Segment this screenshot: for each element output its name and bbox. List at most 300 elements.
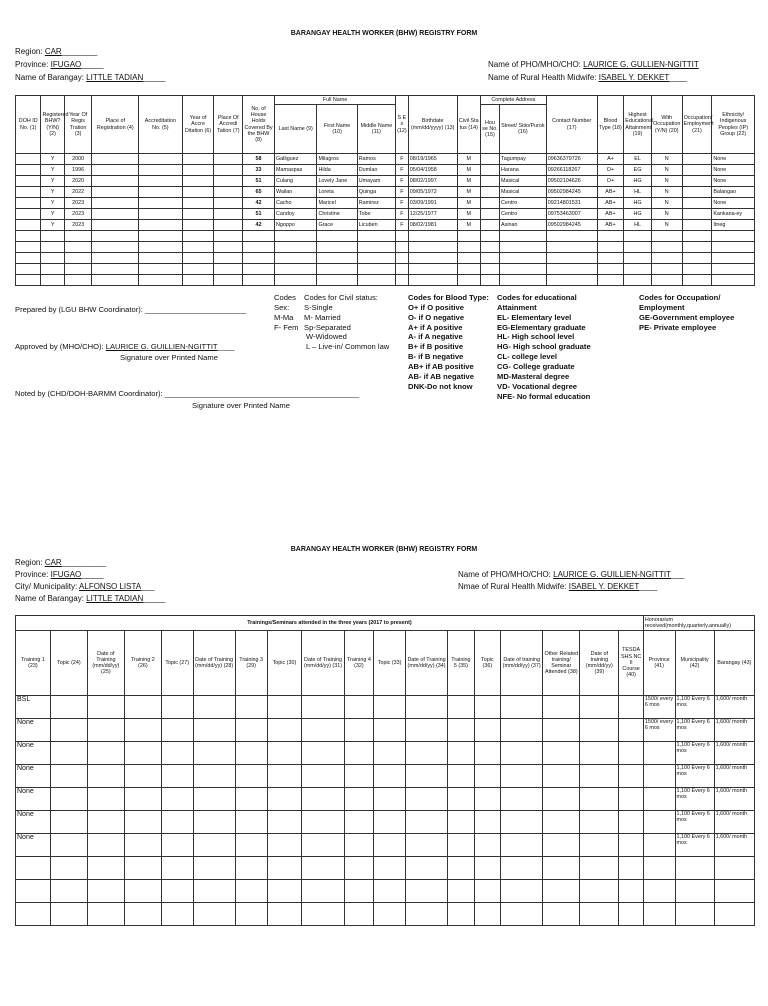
table-cell <box>580 696 619 719</box>
table-cell <box>317 264 357 275</box>
table-cell <box>182 198 214 209</box>
table-cell <box>682 187 712 198</box>
table-cell <box>317 253 357 264</box>
table-cell <box>124 719 161 742</box>
table-cell <box>161 834 193 857</box>
table-cell <box>712 231 755 242</box>
table-cell: 1,600/ month <box>714 719 754 742</box>
table-cell: O+ <box>597 176 624 187</box>
table-cell: None <box>712 176 755 187</box>
table-cell: Wailan <box>274 187 316 198</box>
table-cell: Galliguez <box>274 154 316 165</box>
table-cell <box>619 719 643 742</box>
column-header: First Name (10) <box>317 105 357 154</box>
table-cell <box>480 187 499 198</box>
column-header: Blood Type (18) <box>597 96 624 154</box>
table-cell <box>50 719 87 742</box>
table-cell: Ramos <box>357 154 395 165</box>
table-cell <box>714 880 754 903</box>
table-cell: None <box>16 742 51 765</box>
table-cell: HG <box>624 176 652 187</box>
table-cell <box>474 788 500 811</box>
table-cell <box>580 765 619 788</box>
table-cell <box>235 880 267 903</box>
table-cell <box>408 264 457 275</box>
table-cell <box>374 880 406 903</box>
table-cell: Tagumpay <box>500 154 547 165</box>
table-cell <box>243 253 275 264</box>
table-cell <box>501 834 543 857</box>
table-cell <box>500 231 547 242</box>
table-cell: 08/02/1981 <box>408 220 457 231</box>
form2-city: City/ Municipality: ALFONSO LISTA___ <box>15 582 155 591</box>
table-cell <box>480 231 499 242</box>
column-header: Date of training (mm/dd/yy) (39) <box>580 631 619 696</box>
table-cell: 58 <box>243 154 275 165</box>
table-cell <box>357 264 395 275</box>
column-header: Contact Number (17) <box>546 96 597 154</box>
table-cell <box>92 187 139 198</box>
table-cell: Y <box>41 187 64 198</box>
table-cell <box>193 857 235 880</box>
table-cell <box>92 231 139 242</box>
column-header: TESDA SHS NC II Course (40) <box>619 631 643 696</box>
table-cell <box>214 165 243 176</box>
table-cell <box>235 788 267 811</box>
table-cell: Asinan <box>500 220 547 231</box>
table-cell <box>92 242 139 253</box>
table-cell: Y <box>41 154 64 165</box>
table-cell <box>92 198 139 209</box>
table-cell <box>619 742 643 765</box>
table-cell <box>139 275 183 286</box>
table-cell <box>501 857 543 880</box>
table-cell: F <box>396 165 409 176</box>
table-cell <box>193 696 235 719</box>
table-cell: Kankana-ey <box>712 209 755 220</box>
table-row <box>16 903 755 926</box>
table-cell <box>139 187 183 198</box>
table-cell <box>193 742 235 765</box>
table-cell <box>675 903 714 926</box>
table-cell <box>182 220 214 231</box>
table-cell: M <box>457 176 480 187</box>
table-cell <box>193 719 235 742</box>
table-cell: A+ <box>597 154 624 165</box>
table-cell <box>139 220 183 231</box>
table-cell <box>139 198 183 209</box>
table-cell: Quinga <box>357 187 395 198</box>
table-cell <box>396 264 409 275</box>
table-cell: 1,100 Every 6 mos <box>675 765 714 788</box>
column-header: Municipality (42) <box>675 631 714 696</box>
table-cell: 2023 <box>64 220 92 231</box>
table-cell <box>193 765 235 788</box>
table-cell: F <box>396 209 409 220</box>
table-row <box>16 220 755 231</box>
table-cell <box>235 742 267 765</box>
table-cell: M <box>457 165 480 176</box>
table-cell <box>235 903 267 926</box>
table-cell <box>448 857 474 880</box>
trainings-table <box>15 615 755 926</box>
form2-province: Province: IFUGAO_____ <box>15 570 104 579</box>
table-cell <box>267 788 302 811</box>
table-cell <box>16 154 41 165</box>
table-cell: M <box>457 154 480 165</box>
table-cell <box>651 242 682 253</box>
table-cell <box>651 253 682 264</box>
noted-by: Noted by (CHD/DOH-BARMM Coordinator): ______________________________________________ <box>15 389 360 398</box>
table-cell <box>87 765 124 788</box>
table-cell <box>235 811 267 834</box>
table-cell <box>235 696 267 719</box>
table-cell <box>182 275 214 286</box>
table-cell <box>448 696 474 719</box>
table-cell: Tobe <box>357 209 395 220</box>
table-cell: 51 <box>243 176 275 187</box>
table-cell: O+ <box>597 165 624 176</box>
table-cell <box>474 834 500 857</box>
table-cell: 08/19/1965 <box>408 154 457 165</box>
table-cell <box>302 903 344 926</box>
table-cell: 42 <box>243 220 275 231</box>
table-cell <box>50 811 87 834</box>
table-cell <box>682 198 712 209</box>
table-cell <box>357 275 395 286</box>
table-cell <box>712 242 755 253</box>
table-cell: Masical <box>500 176 547 187</box>
table-cell <box>457 242 480 253</box>
column-header: Topic (36) <box>474 631 500 696</box>
table-cell <box>405 857 447 880</box>
table-cell: EL <box>624 154 652 165</box>
table-cell <box>87 788 124 811</box>
table-cell <box>50 765 87 788</box>
table-cell <box>501 811 543 834</box>
table-cell: AB+ <box>597 209 624 220</box>
table-cell <box>396 231 409 242</box>
table-cell: N <box>651 165 682 176</box>
table-cell: F <box>396 220 409 231</box>
table-cell: None <box>712 198 755 209</box>
table-cell <box>214 176 243 187</box>
table-cell <box>243 275 275 286</box>
table-cell <box>344 696 374 719</box>
table-cell <box>139 209 183 220</box>
table-cell <box>50 903 87 926</box>
table-cell <box>580 742 619 765</box>
table-cell <box>396 253 409 264</box>
table-cell <box>50 788 87 811</box>
table-cell <box>457 253 480 264</box>
table-cell <box>405 788 447 811</box>
table-cell: BSL <box>16 696 51 719</box>
table-cell: Y <box>41 198 64 209</box>
codes-education: Codes for educational Attainment EL- Elementary level EG-Elementary graduate HL- High school level HG- High school graduate CL- college level CG- College graduate MD-Masteral degree VD- Vocational degree NFE- No formal education <box>497 293 591 401</box>
table-cell <box>139 264 183 275</box>
table-cell <box>501 742 543 765</box>
table-cell <box>408 275 457 286</box>
noted-signature-caption: Signature over Printed Name <box>192 401 290 410</box>
table-cell: 1,100 Every 6 mos <box>675 834 714 857</box>
table-cell <box>682 176 712 187</box>
table-cell <box>235 765 267 788</box>
table-cell <box>274 231 316 242</box>
table-cell <box>50 880 87 903</box>
table-cell <box>546 275 597 286</box>
table-cell: F <box>396 154 409 165</box>
table-cell <box>182 187 214 198</box>
column-header: Province (41) <box>643 631 675 696</box>
table-cell: AB+ <box>597 220 624 231</box>
table-cell <box>124 742 161 765</box>
table-cell <box>501 903 543 926</box>
table-cell <box>64 264 92 275</box>
table-cell: None <box>16 719 51 742</box>
table-cell <box>543 811 580 834</box>
table-cell <box>643 857 675 880</box>
table-cell <box>274 275 316 286</box>
table-cell: M <box>457 187 480 198</box>
table-cell <box>501 719 543 742</box>
column-header: Middle Name (11) <box>357 105 395 154</box>
table-cell: 09636379726 <box>546 154 597 165</box>
table-cell <box>267 834 302 857</box>
table-cell: 1,100 Every 6 mos <box>675 696 714 719</box>
table-cell: Grace <box>317 220 357 231</box>
table-cell <box>41 231 64 242</box>
table-cell <box>580 834 619 857</box>
table-cell <box>87 880 124 903</box>
table-cell <box>643 880 675 903</box>
table-cell <box>182 253 214 264</box>
table-cell <box>405 765 447 788</box>
table-cell <box>480 275 499 286</box>
table-cell <box>50 834 87 857</box>
table-cell <box>64 242 92 253</box>
table-cell <box>619 811 643 834</box>
table-cell: N <box>651 176 682 187</box>
column-header: Place of Registration (4) <box>92 96 139 154</box>
table-cell: Ramirez <box>357 198 395 209</box>
table-cell <box>267 742 302 765</box>
table-cell <box>474 903 500 926</box>
table-cell: Lovely Jane <box>317 176 357 187</box>
table-cell <box>546 242 597 253</box>
table-cell <box>193 788 235 811</box>
table-cell <box>267 811 302 834</box>
column-header: Training 5 (35) <box>448 631 474 696</box>
table-cell <box>500 264 547 275</box>
table-cell: Christine <box>317 209 357 220</box>
table-cell <box>374 903 406 926</box>
table-cell: Harana <box>500 165 547 176</box>
table-cell: 2023 <box>64 198 92 209</box>
table-cell: 1,600/ month <box>714 788 754 811</box>
table-cell <box>139 165 183 176</box>
table-cell: AB+ <box>597 187 624 198</box>
table-cell: N <box>651 220 682 231</box>
header-group-trainings: Trainings/Seminars attended in the three years (2017 to present) <box>16 616 644 631</box>
table-cell: 1,600/ month <box>714 742 754 765</box>
table-row <box>16 165 755 176</box>
table-cell <box>182 209 214 220</box>
table-cell <box>580 811 619 834</box>
table-cell <box>50 696 87 719</box>
table-cell <box>643 903 675 926</box>
table-cell <box>408 253 457 264</box>
table-cell <box>546 264 597 275</box>
table-cell: 1,100 Every 6 mos <box>675 788 714 811</box>
table-cell <box>124 788 161 811</box>
table-cell: None <box>16 811 51 834</box>
table-cell <box>87 696 124 719</box>
table-cell <box>16 242 41 253</box>
table-cell: 33 <box>243 165 275 176</box>
form1-midwife: Name of Rural Health Midwife: ISABEL Y. DEKKET____ <box>488 73 688 82</box>
table-cell: 1,100 Every 6 mos <box>675 742 714 765</box>
column-header: Date of Training (mm/dd/yy) (28) <box>193 631 235 696</box>
column-header: Training 1 (23) <box>16 631 51 696</box>
column-header: Accreditation No. (5) <box>139 96 183 154</box>
table-cell <box>267 857 302 880</box>
table-cell <box>243 242 275 253</box>
table-cell <box>457 264 480 275</box>
table-cell: 1,600/ month <box>714 696 754 719</box>
table-cell <box>16 903 51 926</box>
table-cell: Dumlao <box>357 165 395 176</box>
table-cell <box>580 880 619 903</box>
table-cell <box>480 176 499 187</box>
table-cell: Candoy <box>274 209 316 220</box>
table-cell: 1500/ every 6 mos <box>643 696 675 719</box>
table-cell: Y <box>41 176 64 187</box>
table-cell <box>543 880 580 903</box>
table-cell <box>624 264 652 275</box>
table-cell <box>193 834 235 857</box>
table-cell <box>500 242 547 253</box>
table-cell <box>643 811 675 834</box>
table-cell: Mamaspas <box>274 165 316 176</box>
table-cell <box>16 231 41 242</box>
column-header: Barangay (43) <box>714 631 754 696</box>
table-cell <box>41 264 64 275</box>
table-cell: M <box>457 209 480 220</box>
table-row <box>16 742 755 765</box>
table-cell <box>448 811 474 834</box>
table-cell <box>302 834 344 857</box>
table-cell <box>712 275 755 286</box>
table-cell <box>597 253 624 264</box>
table-cell <box>92 209 139 220</box>
table-cell <box>675 857 714 880</box>
table-cell <box>474 719 500 742</box>
table-cell <box>87 719 124 742</box>
table-cell <box>546 231 597 242</box>
column-header: Highest Educational Attainment (19) <box>624 96 652 154</box>
table-cell <box>580 788 619 811</box>
table-cell <box>619 788 643 811</box>
table-cell <box>124 880 161 903</box>
table-cell: HL <box>624 220 652 231</box>
column-header: No. of House Holds Covered By the BHW (8) <box>243 96 275 154</box>
table-cell <box>161 696 193 719</box>
table-cell: 09214801531 <box>546 198 597 209</box>
table-cell <box>675 880 714 903</box>
table-cell <box>344 788 374 811</box>
table-cell <box>214 187 243 198</box>
column-header: Last Name (9) <box>274 105 316 154</box>
table-cell: None <box>16 834 51 857</box>
table-cell <box>624 275 652 286</box>
table-cell <box>643 834 675 857</box>
table-cell <box>161 719 193 742</box>
table-cell <box>344 719 374 742</box>
table-cell: 2022 <box>64 187 92 198</box>
table-cell <box>543 903 580 926</box>
table-cell <box>235 719 267 742</box>
table-cell: 03/09/1991 <box>408 198 457 209</box>
table-cell <box>643 742 675 765</box>
column-header: Training 4 (32) <box>344 631 374 696</box>
table-cell: Ngoppo <box>274 220 316 231</box>
table-cell: Y <box>41 220 64 231</box>
table-cell <box>619 880 643 903</box>
table-cell: None <box>712 154 755 165</box>
table-cell <box>480 154 499 165</box>
table-cell: Masical <box>500 187 547 198</box>
table-cell: 09266118267 <box>546 165 597 176</box>
table-cell <box>474 765 500 788</box>
table-cell <box>302 765 344 788</box>
table-cell <box>580 857 619 880</box>
table-cell <box>16 880 51 903</box>
table-cell <box>480 198 499 209</box>
table-cell: N <box>651 154 682 165</box>
table-cell <box>501 696 543 719</box>
table-cell <box>357 242 395 253</box>
table-cell <box>682 231 712 242</box>
table-row <box>16 264 755 275</box>
table-cell: 09502104626 <box>546 176 597 187</box>
table-row <box>16 880 755 903</box>
table-cell <box>87 811 124 834</box>
table-cell <box>405 719 447 742</box>
table-cell: 1,600/ month <box>714 811 754 834</box>
table-cell: 65 <box>243 187 275 198</box>
table-cell <box>501 880 543 903</box>
column-header: Ethnicity/ Indigenous Peoples (IP) Group (22) <box>712 96 755 154</box>
table-cell: Maricel <box>317 198 357 209</box>
table-cell <box>161 742 193 765</box>
table-cell: Cacho <box>274 198 316 209</box>
table-cell <box>344 857 374 880</box>
table-cell <box>480 165 499 176</box>
table-cell <box>374 834 406 857</box>
table-row <box>16 209 755 220</box>
table-cell <box>50 857 87 880</box>
codes-blood-type: Codes for Blood Type: O+ if O positive O- if O negative A+ if A positive A- if A negative B+ if B positive B- if B negative AB+ if AB positive AB- if AB negative DNK-Do not know <box>408 293 489 391</box>
form1-title: BARANGAY HEALTH WORKER (BHW) REGISTRY FORM <box>290 30 478 37</box>
table-cell: Y <box>41 165 64 176</box>
table-row <box>16 719 755 742</box>
table-cell <box>682 209 712 220</box>
table-cell <box>235 857 267 880</box>
column-header: Civil Sta tus (14) <box>457 96 480 154</box>
table-cell: 2023 <box>64 209 92 220</box>
table-cell <box>480 242 499 253</box>
